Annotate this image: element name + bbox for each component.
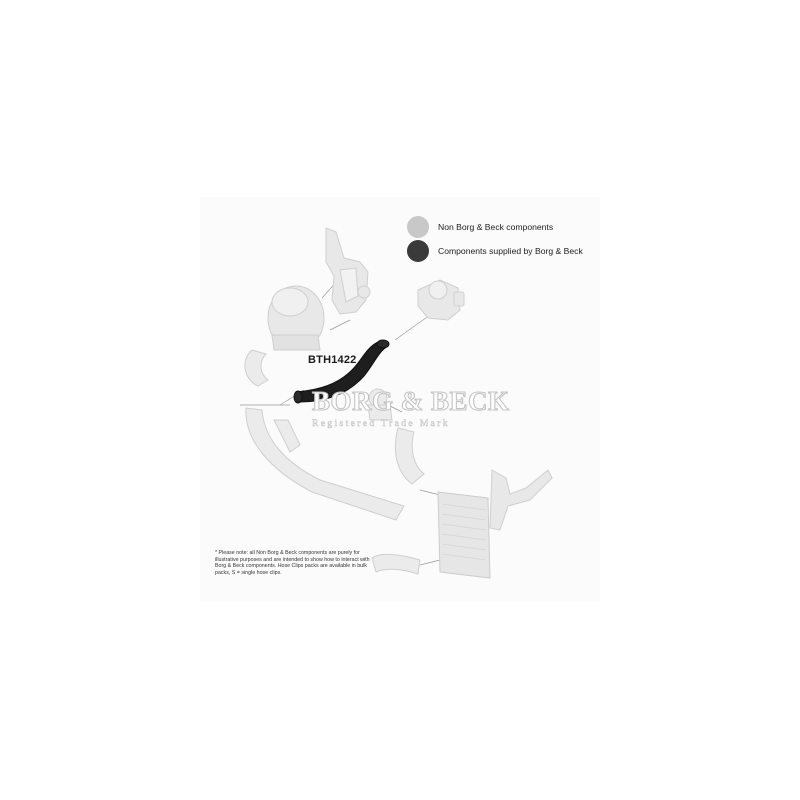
footnote: * Please note: all Non Borg & Beck components are purely for illustrative purposes and are intended to show how to interact with Borg & Beck components. Hose Clips packs are available in bulk packs, S = single hose clips. [215,550,370,577]
intake-hose-left [245,350,404,520]
legend-item-non-borg [407,216,553,238]
watermark-brand: BORG & BECK [312,386,510,416]
mounting-bracket-top [326,228,370,314]
intercooler [438,492,490,578]
lower-hose [372,554,420,574]
grey-legend-dot [407,216,429,238]
dark-legend-dot [407,240,429,262]
legend-item-borg-beck [407,240,583,262]
air-filter-housing [268,286,324,350]
legend-label-borg-beck: Components supplied by Borg & Beck [438,246,583,256]
part-number-label: BTH1422 [308,354,357,366]
legend-label-non-borg: Non Borg & Beck components [438,222,554,232]
watermark-subtitle: Registered Trade Mark [312,419,450,429]
turbo-valve [418,280,464,320]
mounting-bracket-right [490,470,552,530]
